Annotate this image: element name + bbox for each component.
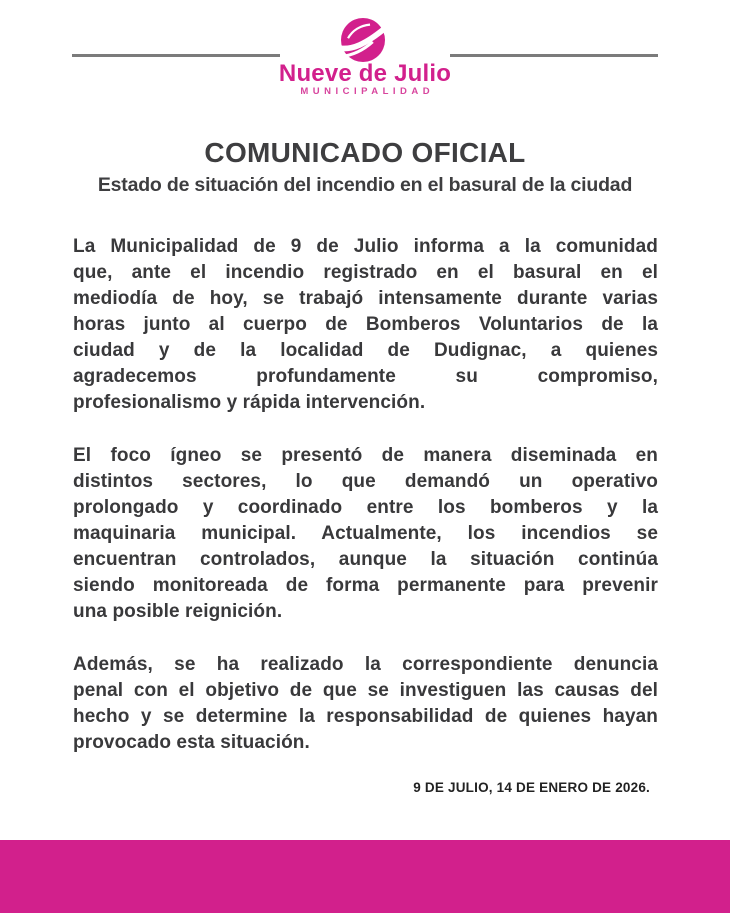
paragraph-line: prolongado y coordinado entre los bomberos y la [73, 497, 658, 518]
paragraph-line: siendo monitoreada de forma permanente para prevenir [73, 575, 658, 596]
paragraph-line: una posible reignición. [73, 601, 283, 622]
paragraph-line: Además, se ha realizado la correspondiente denuncia [73, 654, 658, 675]
municipality-logo-icon [341, 18, 385, 62]
paragraph-line: El foco ígneo se presentó de manera diseminada en [73, 445, 658, 466]
paragraph-line: encuentran controlados, aunque la situación continúa [73, 549, 658, 570]
paragraph-line: ciudad y de la localidad de Dudignac, a quienes [73, 340, 658, 361]
paragraph-line: penal con el objetivo de que se investiguen las causas del [73, 680, 658, 701]
brand-name: Nueve de Julio [278, 60, 452, 87]
body-paragraphs [73, 234, 658, 783]
paragraph-line: La Municipalidad de 9 de Julio informa a la comunidad [73, 236, 658, 257]
paragraph-line: mediodía de hoy, se trabajó intensamente durante varias [73, 288, 658, 309]
brand-subtitle: MUNICIPALIDAD [300, 86, 435, 97]
paragraph [73, 234, 658, 416]
header-rule-left [72, 54, 280, 57]
paragraph-line: agradecemos profundamente su compromiso, [73, 366, 658, 387]
paragraph-line: horas junto al cuerpo de Bomberos Voluntarios de la [73, 314, 658, 335]
paragraph-line: maquinaria municipal. Actualmente, los incendios se [73, 523, 658, 544]
header [0, 0, 730, 110]
footer-band [0, 840, 730, 913]
paragraph-line: profesionalismo y rápida intervención. [73, 392, 426, 413]
paragraph [73, 443, 658, 625]
paragraph-line: que, ante el incendio registrado en el basural en el [73, 262, 658, 283]
paragraph [73, 652, 658, 756]
paragraph-line: hecho y se determine la responsabilidad de quienes hayan [73, 706, 658, 727]
page-title: COMUNICADO OFICIAL [204, 137, 526, 168]
dateline: 9 DE JULIO, 14 DE ENERO DE 2026. [413, 780, 650, 795]
paragraph-line: distintos sectores, lo que demandó un operativo [73, 471, 658, 492]
header-rule-right [450, 54, 658, 57]
paragraph-line: provocado esta situación. [73, 732, 310, 753]
page-subtitle: Estado de situación del incendio en el basural de la ciudad [97, 174, 633, 196]
